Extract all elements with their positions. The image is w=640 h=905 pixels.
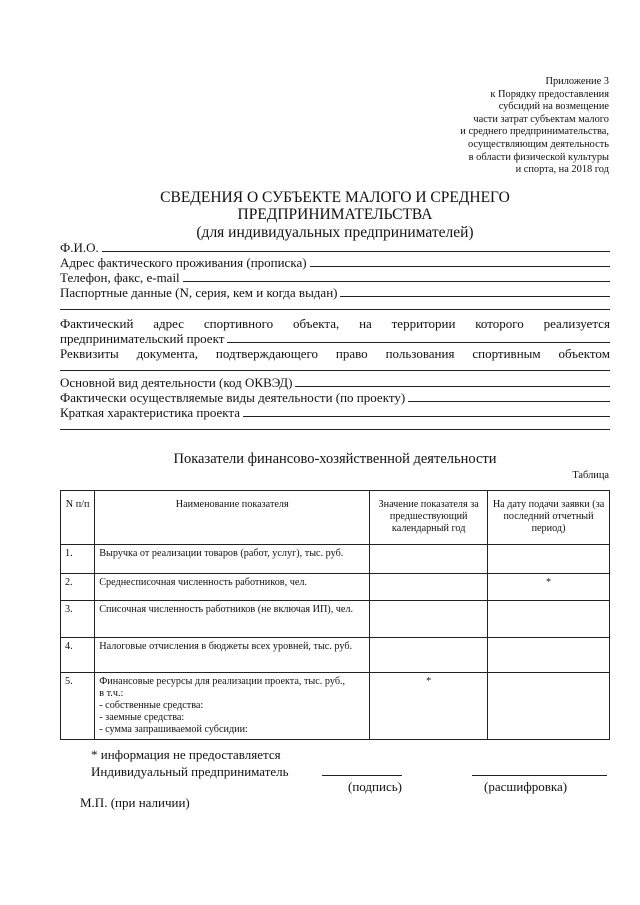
appendix-line: и среднего предпринимательства, bbox=[460, 126, 609, 138]
sport-address-tail-label: предпринимательский проект bbox=[60, 331, 225, 346]
brief-label: Краткая характеристика проекта bbox=[60, 405, 241, 420]
row-name-line: - сумма запрашиваемой субсидии: bbox=[99, 724, 248, 735]
row-prev-cell[interactable] bbox=[370, 574, 488, 601]
document-title-line1: СВЕДЕНИЯ О СУБЪЕКТЕ МАЛОГО И СРЕДНЕГО bbox=[160, 189, 510, 206]
address-fill-line[interactable] bbox=[310, 265, 610, 267]
table-label: Таблица bbox=[572, 470, 609, 481]
header-prev: Значение показателя за предшествующий календарный год bbox=[370, 491, 488, 545]
header-name: Наименование показателя bbox=[95, 491, 370, 545]
address-label: Адрес фактического проживания (прописка) bbox=[60, 255, 307, 270]
word: объекта, bbox=[292, 316, 340, 331]
appendix-line: Приложение 3 bbox=[545, 76, 609, 87]
row-name: Налоговые отчисления в бюджеты всех уровней, тыс. руб. bbox=[95, 638, 370, 673]
table-row bbox=[61, 545, 610, 574]
sport-address-fill-line[interactable] bbox=[227, 341, 610, 343]
table-row bbox=[61, 673, 610, 740]
row-num: 3. bbox=[61, 601, 95, 638]
row-current-cell[interactable] bbox=[488, 673, 610, 740]
appendix-line: к Порядку предоставления bbox=[490, 88, 609, 100]
row-name: Выручка от реализации товаров (работ, услуг), тыс. руб. bbox=[95, 545, 370, 574]
appendix-reference bbox=[369, 76, 609, 177]
word: Фактический bbox=[60, 316, 134, 331]
row-name-line: - заемные средства: bbox=[99, 712, 185, 723]
header-current: На дату подачи заявки (за последний отчетный период) bbox=[488, 491, 610, 545]
table-header-row bbox=[61, 491, 610, 545]
word: адрес bbox=[153, 316, 185, 331]
requisites-fill-line[interactable] bbox=[60, 370, 610, 371]
phone-fill-line[interactable] bbox=[183, 280, 610, 282]
row-name: Среднесписочная численность работников, чел. bbox=[95, 574, 370, 601]
sport-address-field[interactable] bbox=[60, 331, 610, 346]
table-row bbox=[61, 574, 610, 601]
document-subtitle: (для индивидуальных предпринимателей) bbox=[196, 224, 474, 241]
row-name-line: в т.ч.: bbox=[99, 688, 124, 699]
section-title: Показатели финансово-хозяйственной деятельности bbox=[173, 451, 497, 467]
word: спортивного bbox=[203, 316, 274, 331]
blank-line[interactable] bbox=[60, 309, 610, 310]
main-activity-label: Основной вид деятельности (код ОКВЭД) bbox=[60, 375, 293, 390]
indicators-table bbox=[60, 490, 610, 740]
table-row bbox=[61, 638, 610, 673]
row-prev-cell[interactable]: * bbox=[370, 673, 488, 740]
seal-label: М.П. (при наличии) bbox=[80, 795, 190, 810]
actual-activity-label: Фактически осуществляемые виды деятельности (по проекту) bbox=[60, 390, 406, 405]
row-name bbox=[95, 673, 370, 740]
word: на bbox=[359, 316, 372, 331]
actual-activity-fill-line[interactable] bbox=[408, 400, 610, 402]
word: подтверждающего bbox=[215, 346, 318, 361]
row-name-line: - собственные средства: bbox=[99, 700, 204, 711]
word: право bbox=[335, 346, 368, 361]
word: территории bbox=[391, 316, 456, 331]
actual-activity-field[interactable] bbox=[60, 390, 610, 405]
address-field[interactable] bbox=[60, 255, 610, 270]
row-num: 5. bbox=[61, 673, 95, 740]
appendix-line: части затрат субъектам малого bbox=[473, 113, 609, 125]
brief-field[interactable] bbox=[60, 405, 610, 420]
appendix-line: осуществляющим деятельность bbox=[467, 138, 609, 150]
passport-field[interactable] bbox=[60, 285, 610, 300]
main-activity-field[interactable] bbox=[60, 375, 610, 390]
row-prev-cell[interactable] bbox=[370, 638, 488, 673]
appendix-line: субсидий на возмещение bbox=[498, 101, 609, 113]
blank-line[interactable] bbox=[60, 429, 610, 430]
main-activity-fill-line[interactable] bbox=[295, 385, 610, 387]
fio-label: Ф.И.О. bbox=[60, 240, 99, 255]
appendix-line: в области физической культуры bbox=[468, 151, 609, 163]
word: спортивным bbox=[472, 346, 541, 361]
row-num: 2. bbox=[61, 574, 95, 601]
row-num: 4. bbox=[61, 638, 95, 673]
word: документа, bbox=[136, 346, 199, 361]
row-current-cell[interactable] bbox=[488, 545, 610, 574]
row-num: 1. bbox=[61, 545, 95, 574]
row-current-cell[interactable] bbox=[488, 638, 610, 673]
row-prev-cell[interactable] bbox=[370, 601, 488, 638]
table-row bbox=[61, 601, 610, 638]
appendix-line: и спорта, на 2018 год bbox=[515, 164, 609, 176]
word: которого bbox=[475, 316, 524, 331]
brief-fill-line[interactable] bbox=[243, 415, 610, 417]
row-prev-cell[interactable] bbox=[370, 545, 488, 574]
phone-field[interactable] bbox=[60, 270, 610, 285]
passport-fill-line[interactable] bbox=[340, 295, 610, 297]
fio-field[interactable] bbox=[60, 240, 610, 255]
word: пользования bbox=[385, 346, 455, 361]
decoding-caption: (расшифровка) bbox=[484, 779, 568, 794]
passport-label: Паспортные данные (N, серия, кем и когда выдан) bbox=[60, 285, 338, 300]
requisites-label bbox=[60, 346, 610, 361]
decoding-line[interactable] bbox=[472, 775, 607, 776]
signature-line[interactable] bbox=[322, 775, 402, 776]
row-current-cell[interactable]: * bbox=[488, 574, 610, 601]
phone-label: Телефон, факс, e-mail bbox=[60, 270, 180, 285]
document-title-line2: ПРЕДПРИНИМАТЕЛЬСТВА bbox=[237, 206, 433, 223]
footnote: * информация не предоставляется bbox=[91, 747, 281, 762]
row-name: Списочная численность работников (не включая ИП), чел. bbox=[95, 601, 370, 638]
signer-label: Индивидуальный предприниматель bbox=[91, 764, 289, 779]
row-current-cell[interactable] bbox=[488, 601, 610, 638]
row-name-line: Финансовые ресурсы для реализации проекта, тыс. руб., bbox=[99, 676, 346, 687]
word: объектом bbox=[558, 346, 610, 361]
sport-address-label bbox=[60, 316, 610, 331]
fio-fill-line[interactable] bbox=[102, 250, 610, 252]
signature-caption: (подпись) bbox=[348, 779, 402, 794]
header-num: N п/п bbox=[61, 491, 95, 545]
word: Реквизиты bbox=[60, 346, 119, 361]
word: реализуется bbox=[543, 316, 610, 331]
